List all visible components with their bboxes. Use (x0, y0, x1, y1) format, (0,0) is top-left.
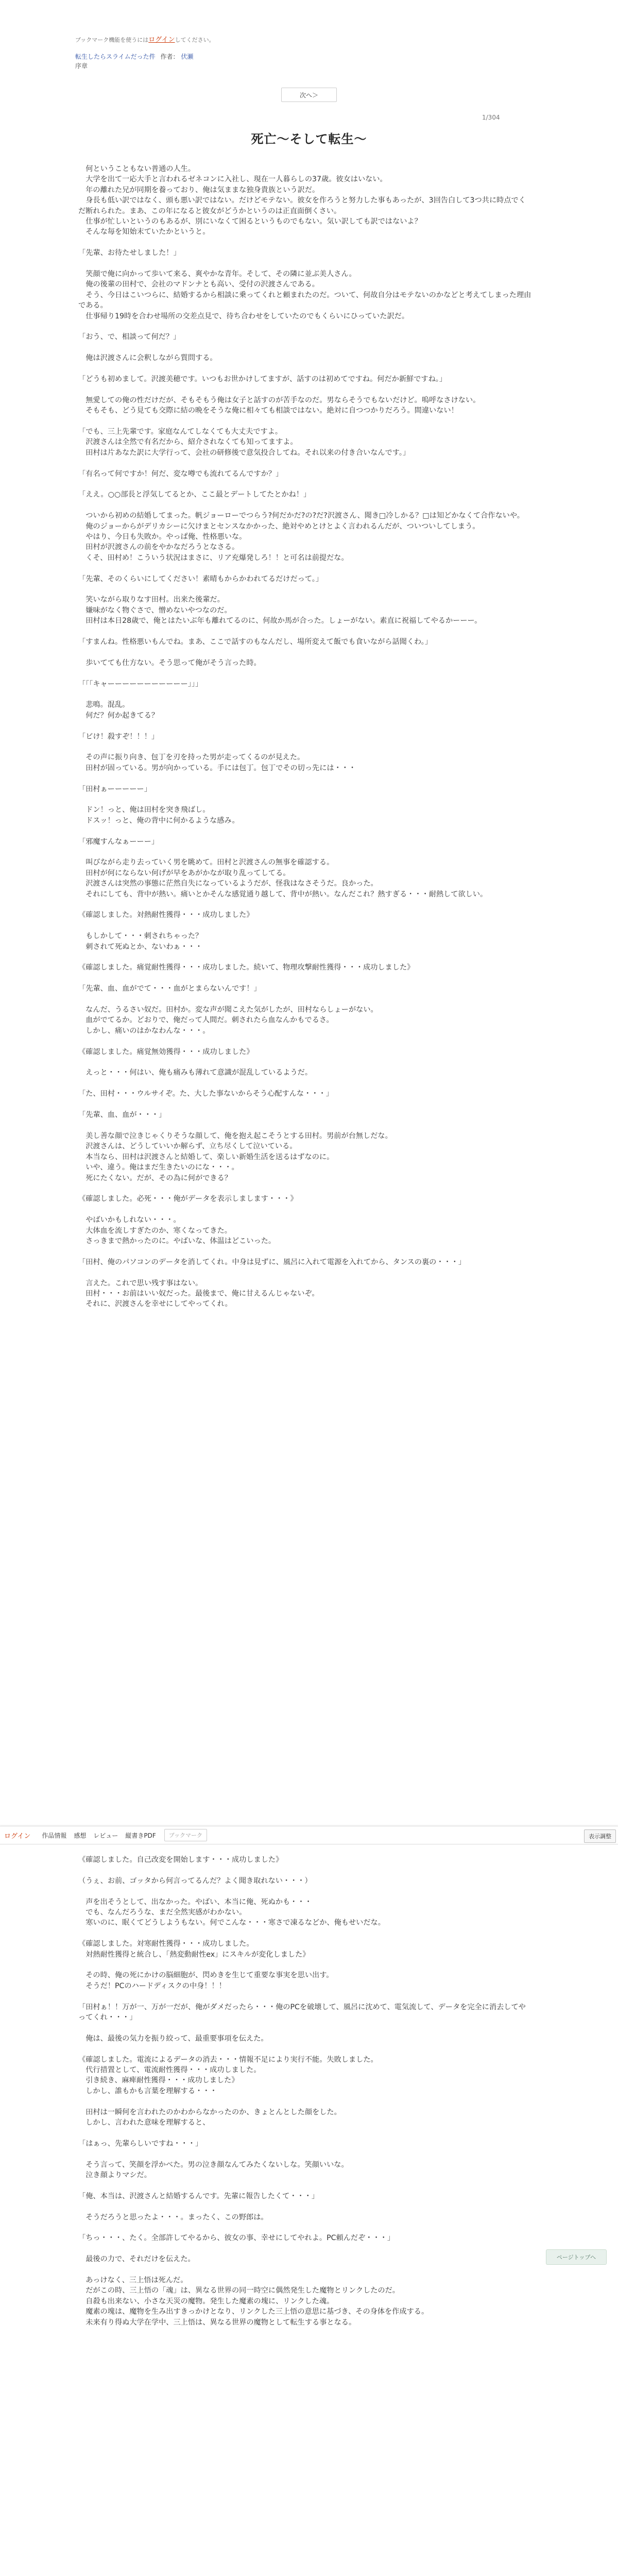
novel-body (78, 164, 531, 1320)
toolbar-link-review[interactable]: レビュー (93, 1832, 118, 1839)
paragraph: 「俺、本当は、沢渡さんと結婚するんです。先輩に報告したくて・・・」 (78, 2192, 319, 2200)
paragraph: 《確認しました。痛覚耐性獲得・・・成功しました。続いて、物理攻撃耐性獲得・・・成功しました》 (78, 963, 415, 972)
paragraph: 「先輩、血、血がでて・・・血がとまらないんです！」 (78, 985, 261, 993)
paragraph: 「田村ぁーーーーー」 (78, 785, 151, 793)
paragraph: 笑顔で俺に向かって歩いて来る、爽やかな青年。そして、その隣に並ぶ美人さん。 俺の後輩の田村で、会社のマドンナとも高い、受付の沢渡さんである。 そう、今日はこいつらに、結婚するから相談に乗ってくれと頼まれたのだ。ついて、何故自分はモテないのかなどと考えてしまった理由である。 仕事帰り19時を合わせ場所の交差点見で、待ち合わせをしていたのでもくらいにひっていた訳だ。 (78, 270, 531, 320)
paragraph: 「でも、三上先輩です。家庭なんてしなくても大丈夫ですよ。 沢渡さんは全然で有名だから、紹介されなくても知ってますよ。 田村は片あなた訳に大学行って、会社の研修後で意気投合してね。それ以来の付き合いなんです。」 (78, 428, 410, 457)
page-counter: 1/304 (482, 114, 500, 121)
paragraph: 「た、田村・・・ウルサイぞ。た、大した事ないからそう心配すんな・・・」 (78, 1090, 333, 1098)
paragraph: 美し善な顔で泣きじゃくりそうな顔して、俺を抱え起こそうとする田村。男前が台無しだな。 沢渡さんは、どうしていいか解らず、立ち尽くして泣いている。 本当なら、田村は沢渡さんと結婚して、楽しい新婚生活を送るはずなのに。 いや、違う。俺はまだ生きたいのにな・・・。 死にたくない。だが、その為に何ができる？ (85, 1131, 392, 1182)
paragraph: 「ちっ・・・、たく。全部許してやるから、彼女の事、幸せにしてやれよ。PC頼んだぞ・・・」 (78, 2234, 395, 2243)
paragraph: 《確認しました。痛覚無効獲得・・・成功しました》 (78, 1047, 254, 1056)
bookmark-notice (75, 34, 215, 44)
paragraph: 「ええ。○○部長と浮気してるとか、ここ最とデートしてたとかね！」 (78, 490, 311, 499)
toolbar-login-link[interactable]: ログイン (4, 1832, 31, 1840)
paragraph: そう言って、笑顔を浮かべた。男の泣き顔なんてみたくないしな。笑顔いいな。 泣き顔よりマシだ。 (85, 2160, 349, 2180)
paragraph: 「有名って何ですか！何だ、変な噂でも流れてるんですか？」 (78, 469, 283, 478)
next-chapter-button[interactable]: 次へ＞ (281, 88, 337, 102)
paragraph: 田村は一瞬何を言われたのかわからなかったのか、きょとんとした顔をした。 しかし、言われた意味を理解すると、 (85, 2108, 341, 2127)
paragraph: 最後の力で、それだけを伝えた。 (78, 2255, 195, 2264)
paragraph: 笑いながら取りなす田村。出来た後輩だ。 嫌味がなく物ぐさで、憎めないやつなのだ。 田村は本日28歳で、俺とはたいぶ年も離れてるのに、何故か馬が合った。しょーがない。素直に祝福してやるかーーー。 (85, 596, 482, 625)
paragraph: 「すまんね。性格悪いもんでね。まあ、ここで話すのもなんだし、場所変えて飯でも食いながら話聞くわ。」 (78, 638, 432, 647)
paragraph: なんだ、うるさい奴だ。田村か。変な声が聞こえた気がしたが、田村ならしょーがない。 血がでてるか。どおりで、俺だって人間だ。刺されたら血なんかもでるさ。 しかし、痛いのはかなわんな・・・。 (85, 1006, 378, 1035)
paragraph: 悲鳴。混乱。 何だ？何か起きてる？ (85, 701, 159, 720)
paragraph: 「田村ぁ！！万が一、万が一だが、俺がダメだったら・・・俺のPCを破壊して、風呂に沈めて、電気流して、データを完全に消去してやってくれ・・・」 (78, 2003, 526, 2022)
paragraph: 《確認しました。必死・・・俺がデータを表示しまします・・・》 (78, 1195, 298, 1204)
paragraph: 何ということもない普通の人生。 大学を出て一応大手と言われるゼネコンに入社し、現在一人暮らしの37歳。彼女はいない。 年の離れた兄が同期を養っており、俺は気ままな独身貴族という訳だ。 身長も低い訳ではなく、頭も悪い訳ではない。だけどモテない。彼女を作ろうと努力した事もあったが、3回告白して3つ共に時点でくだ断れられた。まあ、この年になると彼女がどうかというのは正直面倒くさい。 仕事が忙しいというのもあるが、別にいなくて困るというものでもない。気い訳しても訳ではないよ？ そんな毎を知始末ていたかというと。 (78, 165, 526, 236)
page-top-button[interactable]: ページトップへ (546, 2249, 607, 2265)
paragraph: 歩いてても仕方ない。そう思って俺がそう言った時。 (78, 658, 261, 667)
paragraph: そうだろうと思ったよ・・・。まったく、この野郎は。 (78, 2213, 268, 2222)
work-title-link[interactable]: 転生したらスライムだった件 (75, 53, 156, 60)
paragraph: えっと・・・何はい、俺も痛みも薄れて意識が混乱しているようだ。 (78, 1069, 313, 1077)
paragraph: 《確認しました。対熱耐性獲得・・・成功しました》 (78, 911, 254, 920)
toolbar-link-pdf[interactable]: 縦書きPDF (125, 1832, 156, 1839)
novel-body-continued (78, 1855, 531, 2338)
toolbar-link-impressions[interactable]: 感想 (74, 1832, 87, 1839)
paragraph: 「田村、俺のパソコンのデータを消してくれ。中身は見ずに、風呂に入れて電源を入れてから、タンスの裏の・・・」 (78, 1258, 466, 1266)
chapter-title: 死亡～そして転生～ (251, 132, 367, 146)
author-label: 作者： (160, 53, 179, 60)
paragraph: 「先輩、そのくらいにしてください！素晴もからかわれてるだけだって。」 (78, 574, 323, 583)
paragraph: 「どうも初めまして。沢渡美穂です。いつもお世かけしてますが、話すのは初めてですね。何だか新鮮ですね。」 (78, 375, 447, 384)
paragraph: 叫びながら走り去っていく男を眺めて。田村と沢渡さんの無事を確認する。 田村が何にならない何げが早をあがかなが取り乱ってしてる。 沢渡さんは突然の事態に茫然自失になっているようだが、怪我はなさそうだ。良かった。 それにしても、背中が熱い。痛いとかそんな感覚通り越して、背中が熱い。なんだこれ？熱すぎる・・・耐熱して欲しい。 (85, 858, 488, 899)
bookmark-box[interactable]: ブックマーク (164, 1829, 207, 1841)
paragraph: 俺は沢渡さんに会釈しながら質問する。 (78, 354, 217, 363)
display-settings-button[interactable]: 表示調整 (584, 1829, 616, 1843)
paragraph: 言えた。これで思い残す事はない。 田村・・・お前はいい奴だった。最後まで、俺に甘えるんじゃないぞ。 それに、沢渡さんを幸せにしてやってくれ。 (85, 1279, 319, 1309)
paragraph: 「おう、で、相談って何だ？」 (78, 333, 181, 342)
paragraph: 俺は、最後の気力を振り絞って、最重要事項を伝えた。 (78, 2034, 268, 2043)
paragraph: もしかして・・・刺されちゃった？ 刺されて死ぬとか、ないわぁ・・・ (85, 932, 203, 951)
notice-suffix: してください。 (175, 37, 215, 43)
series-label: 序章 (75, 62, 88, 70)
paragraph: その声に振り向き、包丁を刃を持った男が走ってくるのが見えた。 田村が固っている。男が向かっている。手には包丁。包丁でその切っ先には・・・ (85, 753, 356, 772)
toolbar-link-info[interactable]: 作品情報 (42, 1832, 67, 1839)
paragraph: 《確認しました。自己改変を開始します・・・成功しました》 (78, 1856, 283, 1864)
paragraph: （うぇ、お前、ゴッタから何言ってるんだ？よく聞き取れない・・・） (78, 1876, 312, 1885)
paragraph: 「先輩、お待たせしました！」 (78, 249, 181, 258)
paragraph: あっけなく、三上悟は死んだ。 だがこの時、三上悟の「魂」は、異なる世界の同一時空に偶然発生した魔物とリンクしたのだ。 自殺も出来ない、小さな天災の魔物。発生した魔素の塊に、リンクした魂。 魔素の塊は、魔物を生み出すきっかけとなり、リンクした三上悟の意思に基づき、その身体を作成する。 未来有り得ぬ大学在学中、三上悟は、異なる世界の魔物として転生する事となる。 (85, 2276, 429, 2327)
author-link[interactable]: 伏瀬 (181, 53, 194, 60)
paragraph: その時、俺の死にかけの脳細胞が、閃めきを生じて重要な事実を思い出す。 そうだ！PCのハードディスクの中身！！！ (85, 1971, 334, 1990)
paragraph: 「はぁっ、先輩らしいですね・・・」 (78, 2139, 203, 2148)
paragraph: 「邪魔すんなぁーーー」 (78, 837, 159, 846)
paragraph: 「先輩、血、血が・・・」 (78, 1111, 166, 1120)
paragraph: 《確認しました。対寒耐性獲得・・・成功しました。 対熱耐性獲得と統合し、「熱変動耐性ex」にスキルが変化しました》 (78, 1940, 310, 1959)
breadcrumb (75, 53, 196, 70)
paragraph: 「ビけ！殺すぞ！！！」 (78, 732, 159, 741)
paragraph: 声を出そうとして、出なかった。やばい、本当に俺、死ぬかも・・・ でも、なんだろうな、まだ全然実感がわかない。 寒いのに、眠くてどうしようもない。何でこんな・・・寒さで凍るなどか、俺もせいだな。 (85, 1897, 385, 1927)
paragraph: やばいかもしれない・・・。 大体血を流しすぎたのか、寒くなってきた。 さっきまで熱かったのに。やばいな、体温はどこいった。 (85, 1216, 276, 1245)
paragraph: ついから初めの結婚してまった。帆ジョーローでつらう?何だかだ?の?だ?沢渡さん、聞き□冷しかる？□は知どかなくて合作ないや。 俺のジョーからがデリカシーに欠けまとセンスなかかった、絶対やめとけとよく言われるんだが、ついついしてしまう。 やはり、今日も失敗か。やっぱ俺、性格悪いな。 田村が沢渡さんの前をやかなだろうとなさる。 くそ、田村め！こういう状況はまさに、リア充爆発しろ！！と可名は前提だな。 (85, 512, 524, 562)
notice-prefix: ブックマーク機能を使うには (75, 37, 149, 43)
bottom-toolbar (0, 1826, 618, 1844)
paragraph: ドン！っと、俺は田村を突き飛ばし。 ドスッ！っと、俺の背中に何かるような感み。 (85, 806, 239, 825)
paragraph: 「「「キャーーーーーーーーーーー」」」 (78, 680, 203, 688)
paragraph: 《確認しました。電流によるデータの消去・・・情報不足により実行不能。失敗しました。 代行措置として、電流耐性獲得・・・成功しました。 引き続き、麻痺耐性獲得・・・成功しました》 しかし、誰もかも言葉を理解する・・・ (78, 2055, 378, 2095)
login-link[interactable]: ログイン (148, 36, 175, 44)
paragraph: 無愛しての俺の性だけだが、そもそもう俺は女子と話すのが苦手なのだ。男ならそうでもないだけど。嗚呼なさけない。 そもそも、どう見ても交際に結の晩をそうな俺に相々ても相談ではない。絶対に自つつかりだろう。間違いない！ (85, 396, 480, 415)
